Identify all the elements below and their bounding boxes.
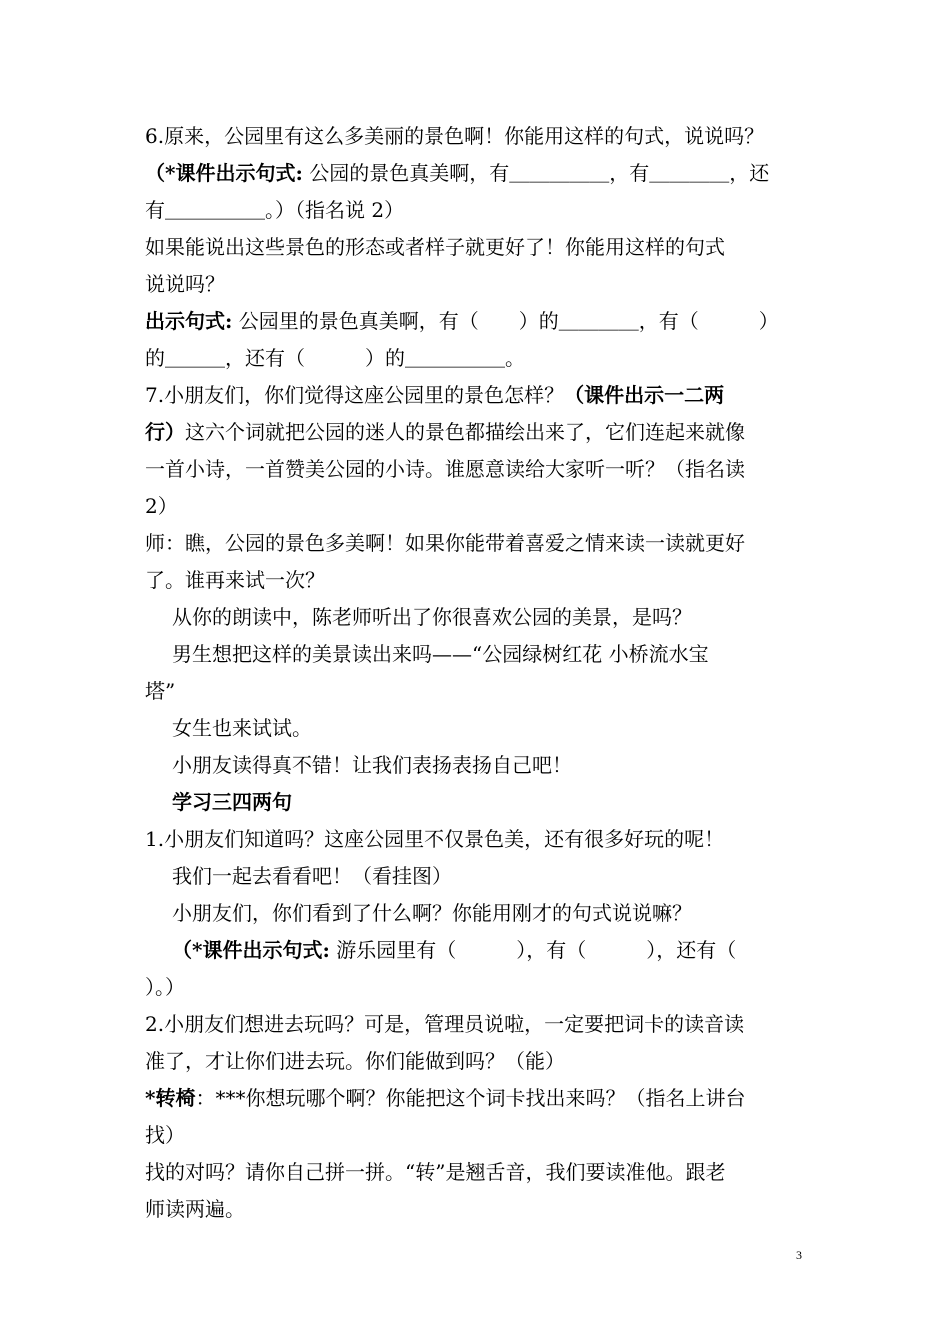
paragraph-7-line-4 [145,493,820,519]
text-run: 公园的景色真美啊，有＿＿＿＿＿，有＿＿＿＿，还 [302,161,770,185]
wrapped-line [145,678,820,704]
sentence-pattern-line-2 [145,345,820,371]
text-run: 游乐园里有（ ），有（ ），还有（ [329,938,737,962]
text-run: 7.小朋友们，你们觉得这座公园里的景色怎样？ [145,383,565,407]
text-run: 公园里的景色真美啊，有（ ）的＿＿＿＿，有（ ） [232,309,779,333]
text-run: ）。） [145,975,185,999]
text-run: 男生想把这样的美景读出来吗——“公园绿树红花 小桥流水宝 [172,642,709,666]
text-run: 说说吗？ [145,272,225,296]
text-run: 找的对吗？请你自己拼一拼。“转”是翘舌音，我们要读准他。跟老 [145,1160,726,1184]
final-line-1 [145,1159,820,1185]
final-line-2 [145,1196,820,1222]
section-heading [172,789,847,815]
text-run: 我们一起去看看吧！（看挂图） [172,864,452,888]
item-1-line-2 [172,863,847,889]
item-1-line-1 [145,826,820,852]
indented-line [172,752,847,778]
bold-label: （*课件出示句式: [172,938,330,962]
paragraph-form-line-1 [145,234,820,260]
swivel-chair-line-2 [145,1122,820,1148]
paragraph-7-line-3 [145,456,820,482]
paragraph-7-line-1 [145,382,820,408]
indented-line [172,715,847,741]
item-2-line-1 [145,1011,820,1037]
item-1-line-4 [172,937,847,963]
indented-line [172,641,847,667]
indented-line [172,604,847,630]
bold-label: *转椅 [145,1086,196,1110]
bold-label: 行） [145,420,185,444]
text-run: 师：瞧，公园的景色多美啊！如果你能带着喜爱之情来读一读就更好 [145,531,745,555]
text-run: 的＿＿＿，还有（ ）的＿＿＿＿＿。 [145,346,525,370]
teacher-line-2 [145,567,820,593]
text-run: 6.原来，公园里有这么多美丽的景色啊！你能用这样的句式，说说吗？ [145,124,765,148]
text-run: 2） [145,494,178,518]
swivel-chair-line-1 [145,1085,820,1111]
paragraph-6-line-3 [145,197,820,223]
paragraph-6-line-2 [145,160,820,186]
text-run: 塔” [145,679,176,703]
text-run: ：***你想玩哪个啊？你能把这个词卡找出来吗？（指名上讲台 [195,1086,746,1110]
bold-label: 出示句式: [145,309,233,333]
item-1-line-3 [172,900,847,926]
bold-label: （课件出示一二两 [564,383,725,407]
bold-label: （*课件出示句式: [145,161,303,185]
text-run: 有＿＿＿＿＿。）（指名说 2） [145,198,405,222]
paragraph-7-line-2 [145,419,820,445]
section-heading-text: 学习三四两句 [172,790,292,814]
text-run: 一首小诗，一首赞美公园的小诗。谁愿意读给大家听一听？（指名读 [145,457,745,481]
text-run: 1.小朋友们知道吗？这座公园里不仅景色美，还有很多好玩的呢！ [145,827,725,851]
text-run: 师读两遍。 [145,1197,245,1221]
text-run: 这六个词就把公园的迷人的景色都描绘出来了，它们连起来就像 [185,420,745,444]
paragraph-6-line-1 [145,123,820,149]
text-run: 找） [145,1123,185,1147]
text-run: 了。谁再来试一次？ [145,568,325,592]
sentence-pattern-line-1 [145,308,820,334]
text-run: 准了，才让你们进去玩。你们能做到吗？（能） [145,1049,565,1073]
teacher-line-1 [145,530,820,556]
text-run: 小朋友读得真不错！让我们表扬表扬自己吧！ [172,753,572,777]
page-number: 3 [796,1248,802,1262]
text-run: 女生也来试试。 [172,716,312,740]
item-2-line-2 [145,1048,820,1074]
item-1-line-5 [145,974,820,1000]
text-run: 如果能说出这些景色的形态或者样子就更好了！你能用这样的句式 [145,235,725,259]
paragraph-form-line-2 [145,271,820,297]
text-run: 2.小朋友们想进去玩吗？可是，管理员说啦，一定要把词卡的读音读 [145,1012,745,1036]
text-run: 从你的朗读中，陈老师听出了你很喜欢公园的美景，是吗？ [172,605,692,629]
text-run: 小朋友们，你们看到了什么啊？你能用刚才的句式说说嘛？ [172,901,692,925]
